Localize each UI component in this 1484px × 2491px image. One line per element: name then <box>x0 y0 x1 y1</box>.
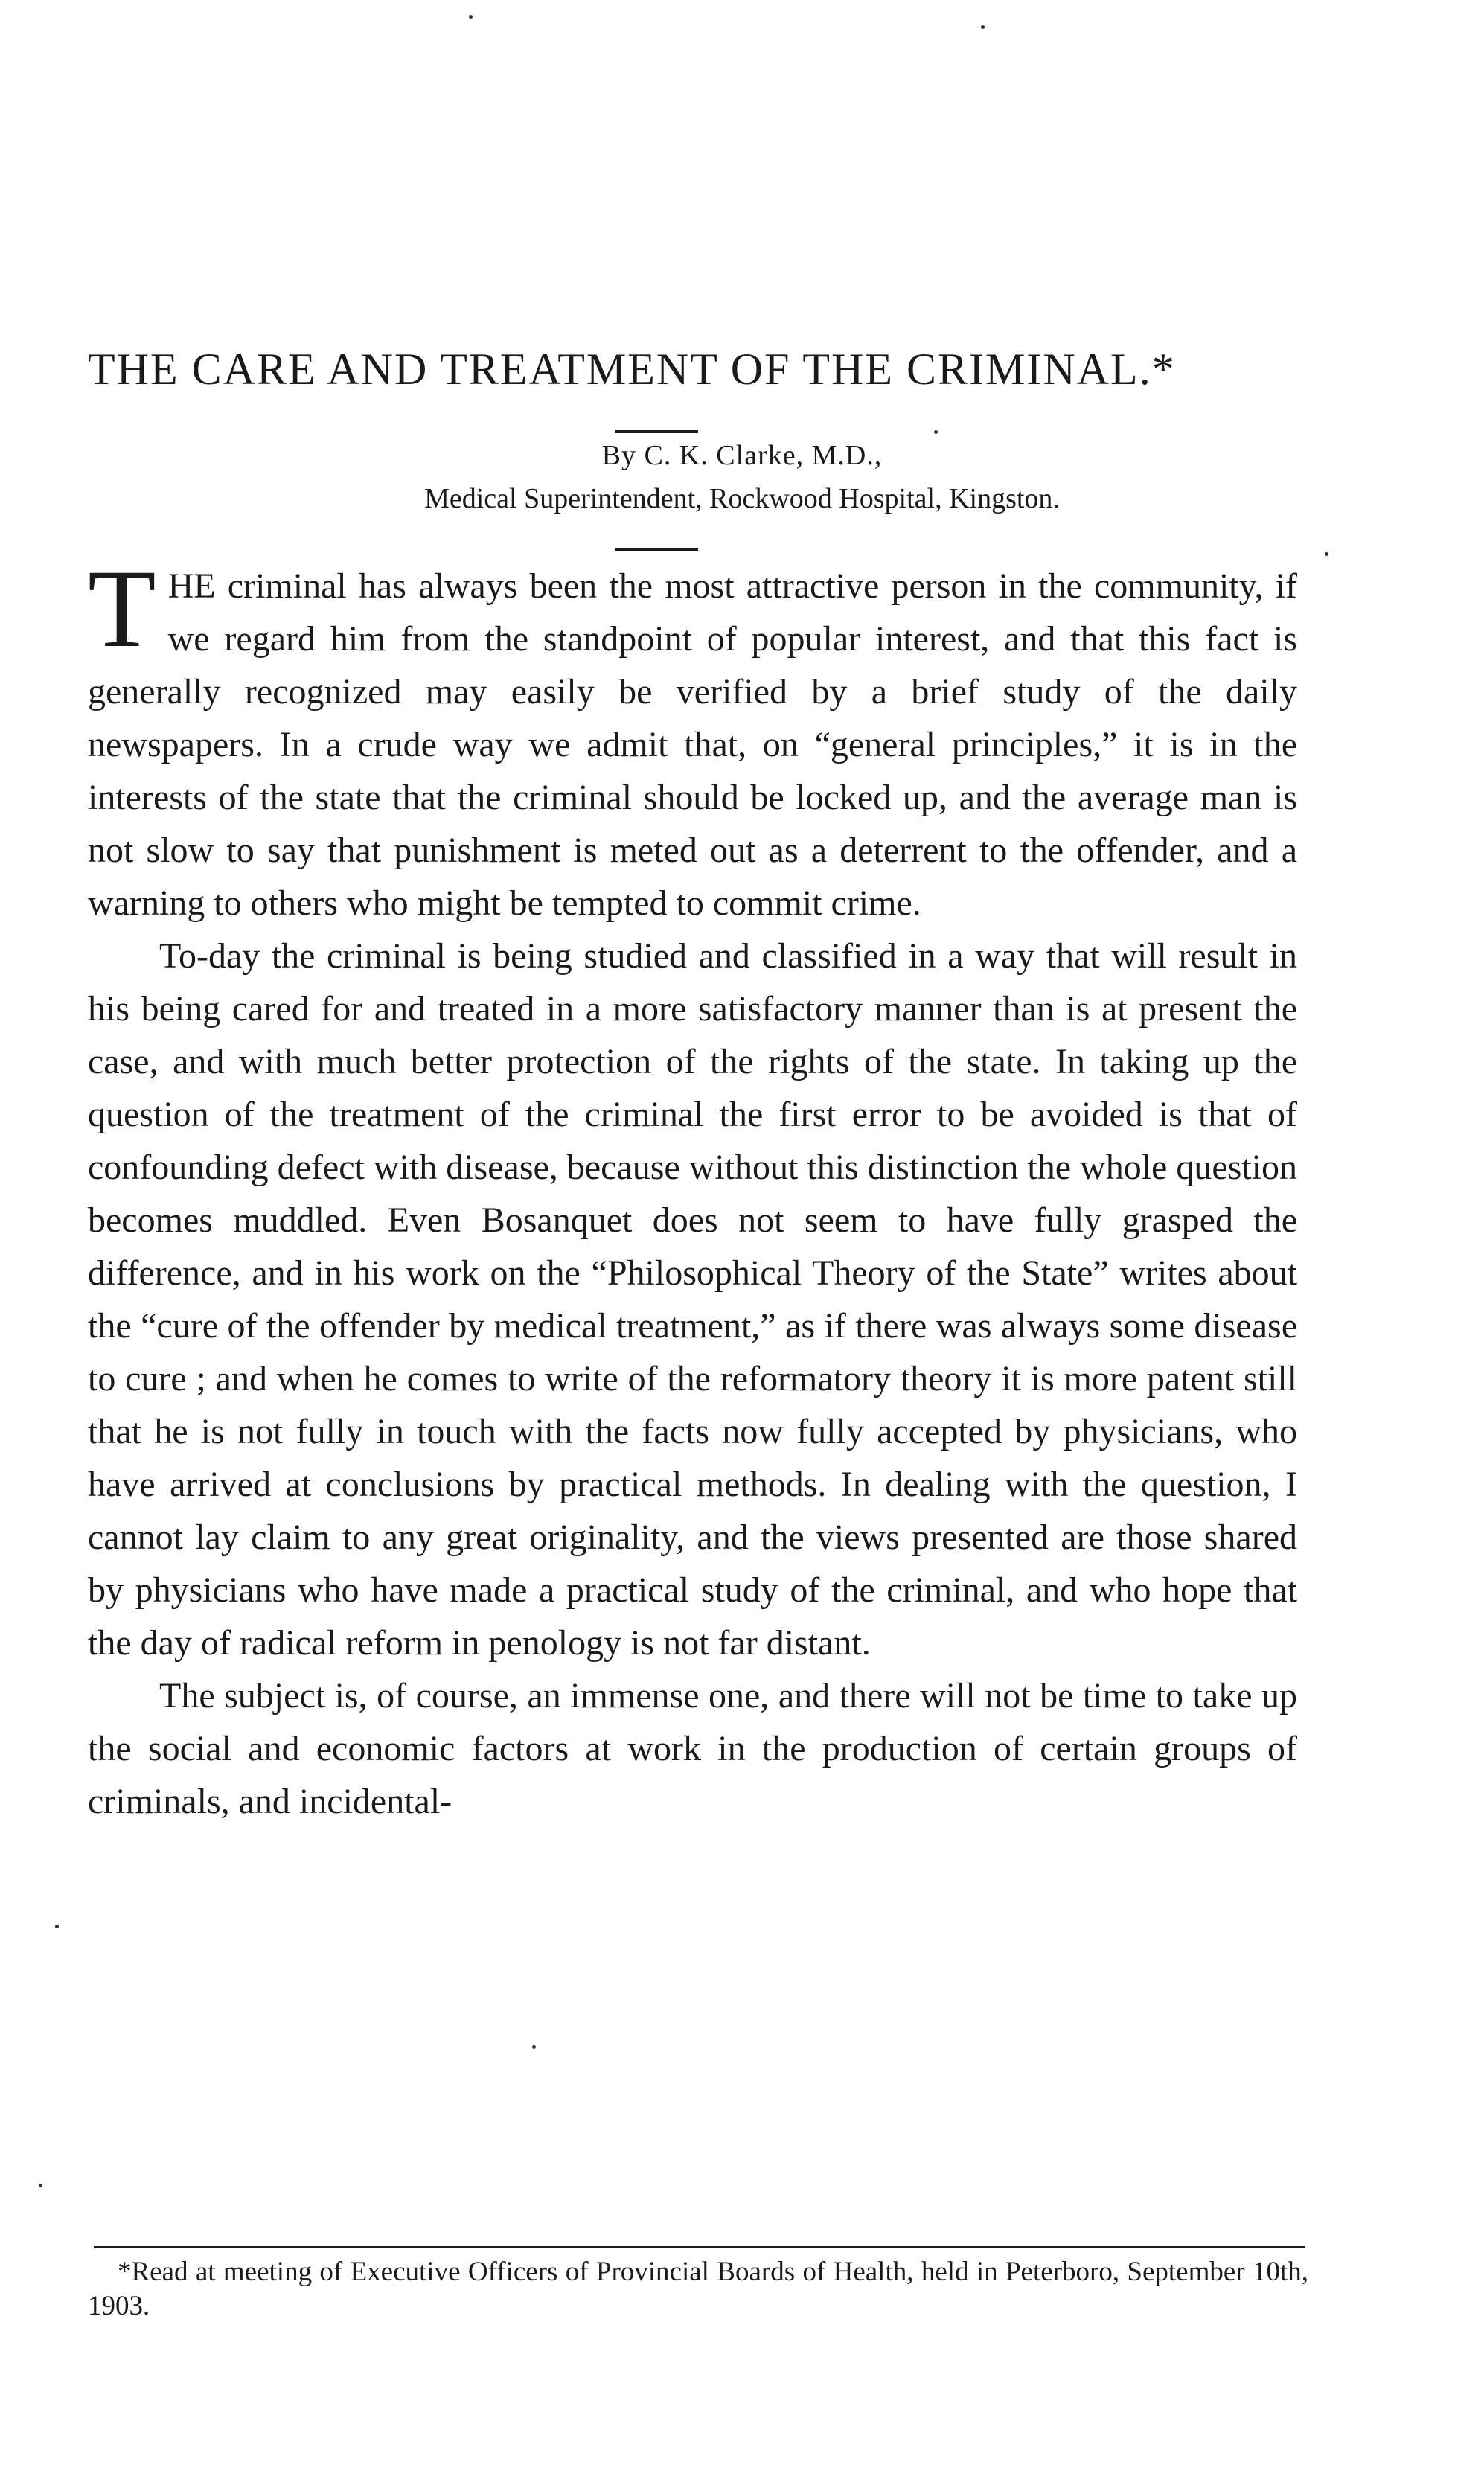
scan-speck <box>39 2184 42 2187</box>
drop-cap: T <box>88 547 156 671</box>
scan-speck <box>981 25 985 29</box>
scan-speck <box>532 2045 536 2049</box>
paragraph-1-text: HE criminal has always been the most attractive person in the community, if we regard him from the standpoint of popular interest, and that this fact is generally recognized may easily be verified by a brief study of the daily newspapers. In a crude way we admit that, on “general principles,” it is in the interests of the state that the criminal should be locked up, and the average man is not slow to say that punishment is meted out as a deterrent to the offender, and a warning to others who might be tempted to commit crime. <box>88 566 1297 923</box>
byline-rule <box>615 548 698 551</box>
scan-speck <box>934 430 938 434</box>
scan-speck <box>55 1925 59 1928</box>
article-body <box>88 547 1297 1828</box>
footnote: *Read at meeting of Executive Officers of Provincial Boards of Health, held in Peterboro, September 10th, 1903. <box>88 2257 1308 2321</box>
title-rule <box>615 430 698 433</box>
footnote-rule <box>94 2246 1305 2248</box>
scan-speck <box>469 15 473 19</box>
author-affiliation: Medical Superintendent, Rockwood Hospital, Kingston. <box>424 483 1060 514</box>
author-byline: By C. K. Clarke, M.D., <box>601 440 883 471</box>
paragraph-2: To-day the criminal is being studied and classified in a way that will result in his being cared for and treated in a more satisfactory manner than is at present the case, and with much better protection of the rights of the state. In taking up the question of the treatment of the criminal the first error to be avoided is that of confounding defect with disease, because without this distinction the whole question becomes muddled. Even Bosanquet does not seem to have fully grasped the difference, and in his work on the “Philosophical Theory of the State” writes about the “cure of the offender by medical treatment,” as if there was always some disease to cure ; and when he comes to write of the reformatory theory it is more patent still that he is not fully in touch with the facts now fully accepted by physicians, who have arrived at conclusions by practical methods. In dealing with the question, I cannot lay claim to any great originality, and the views presented are those shared by physicians who have made a practical study of the criminal, and who hope that the day of radical reform in penology is not far distant. <box>88 936 1297 1663</box>
scan-speck <box>1325 552 1328 556</box>
article-title: THE CARE AND TREATMENT OF THE CRIMINAL.* <box>88 345 1176 394</box>
paragraph-3: The subject is, of course, an immense one, and there will not be time to take up the social and economic factors at work in the production of certain groups of criminals, and incidental- <box>88 1676 1297 1821</box>
paragraph-1 <box>88 547 1297 930</box>
